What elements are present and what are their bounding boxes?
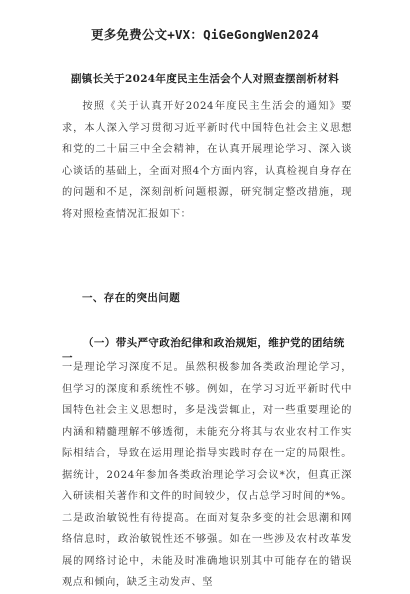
section-heading-1: 一、存在的突出问题	[82, 292, 181, 304]
promo-header-banner: 更多免费公文+VX：QiGeGongWen2024	[91, 27, 319, 42]
subsection-heading-1: （一）带头严守政治纪律和政治规矩，维护党的团结统一	[62, 337, 345, 364]
document-title: 副镇长关于2024年度民主生活会个人对照查摆剖析材料	[70, 73, 340, 85]
intro-paragraph: 按照《关于认真开好2024年度民主生活会的通知》要求，本人深入学习贯彻习近平新时代中国特色社会主义思想和党的二十届三中全会精神，在认真开展理论学习、深入谈心谈话的基础上，全面对照4个方面内容，认真检视自身存在的问题和不足，深刻剖析问题根源，研究制定整改措施，现将对照检查情况汇报如下：	[62, 101, 352, 220]
body-paragraph-2: 一是理论学习深度不足。虽然积极参加各类政治理论学习，但学习的深度和系统性不够。例如，在学习习近平新时代中国特色社会主义思想时，多是浅尝辄止，对一些重要理论的内涵和精髓理解不够透彻，未能充分将其与农业农村工作实际相结合，导致在运用理论指导实践时存在一定的局限性。据统计，2024年参加各类政治理论学习会议*次，但真正深入研读相关著作和文件的时间较少，仅占总学习时间的*%。二是政治敏锐性有待提高。在面对复杂多变的社会思潮和网络信息时，政治敏锐性还不够强。如在一些涉及农村改革发展的网络讨论中，未能及时准确地识别其中可能存在的错误观点和倾向，缺乏主动发声、坚	[62, 362, 352, 588]
